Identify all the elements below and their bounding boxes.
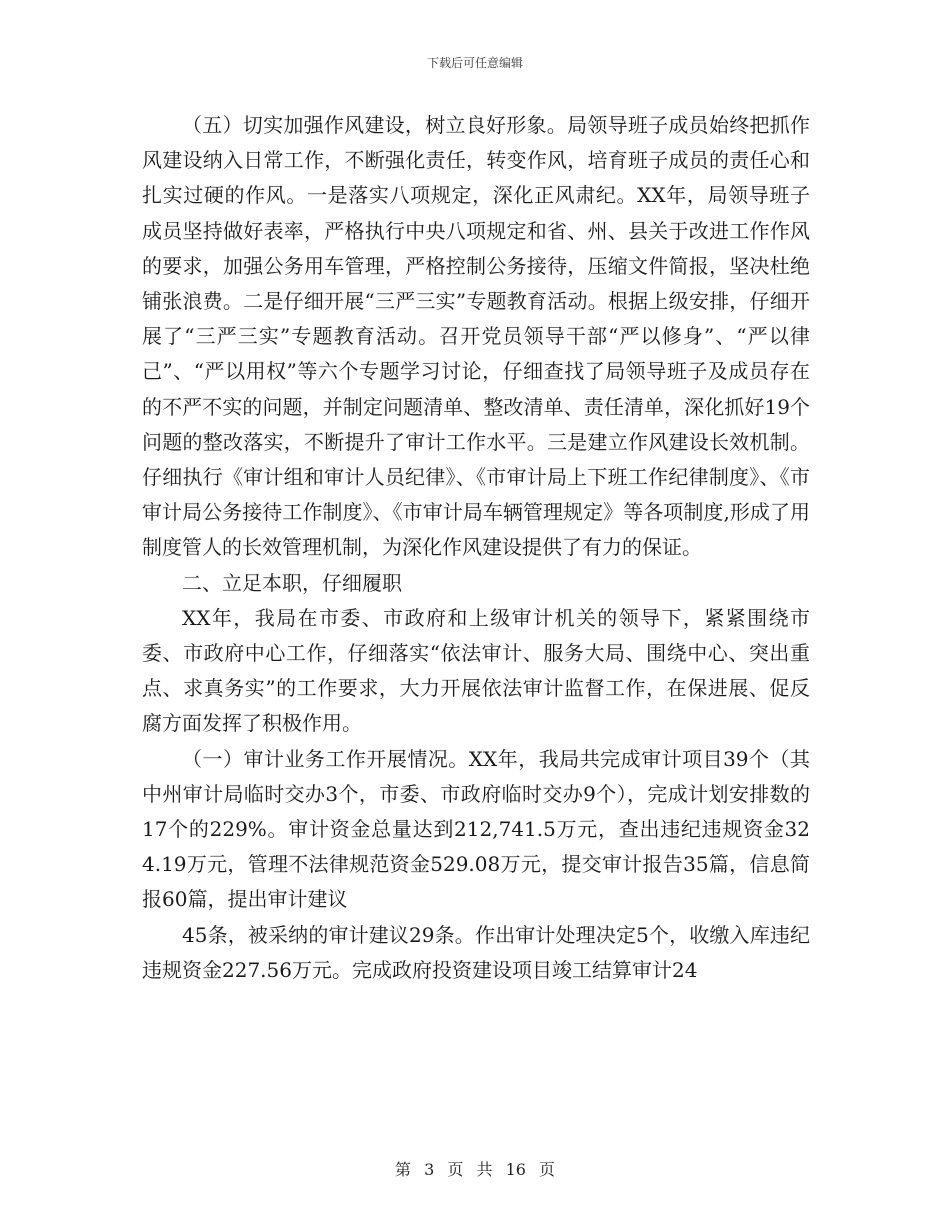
section-heading-duty: 二、立足本职，仔细履职 [182,570,402,595]
footer-total-pages: 16 [505,1160,526,1179]
footer-current-page: 3 [424,1160,435,1179]
paragraph-audit-business: （一）审计业务工作开展情况。XX年，我局共完成审计项目39个（其中州审计局临时交办3个，市委、市政府临时交办9个），完成计划安排数的17个的229%。审计资金总量达到212,741.5万元，查出违纪违规资金324.19万元，管理不法律规范资金529.08万元，提交审计报告35篇，信息简报60篇，提出审计建议 [142,746,810,912]
paragraph-style-building: （五）切实加强作风建设，树立良好形象。局领导班子成员始终把抓作风建设纳入日常工作，不断强化责任，转变作风，培育班子成员的责任心和扎实过硬的作风。一是落实八项规定，深化正风肃纪。XX年，局领导班子成员坚持做好表率，严格执行中央八项规定和省、州、县关于改进工作作风的要求，加强公务用车管理，严格控制公务接待，压缩文件简报，坚决杜绝铺张浪费。二是仔细开展“三严三实”专题教育活动。根据上级安排，仔细开展了“三严三实”专题教育活动。召开党员领导干部“严以修身”、“严以律己”、“严以用权”等六个专题学习讨论，仔细查找了局领导班子及成员存在的不严不实的问题，并制定问题清单、整改清单、责任清单，深化抓好19个问题的整改落实，不断提升了审计工作水平。三是建立作风建设长效机制。仔细执行《审计组和审计人员纪律》、《市审计局上下班工作纪律制度》、《市审计局公务接待工作制度》、《市审计局车辆管理规定》等各项制度,形成了用制度管人的长效管理机制，为深化作风建设提供了有力的保证。 [142,113,810,560]
footer-label-page: 第 [394,1160,411,1179]
footer-label-page-unit: 页 [447,1160,464,1179]
footer-label-total: 共 [476,1160,493,1179]
paragraph-audit-overview: XX年，我局在市委、市政府和上级审计机关的领导下，紧紧围绕市委、市政府中心工作，仔细落实“依法审计、服务大局、围绕中心、突出重点、求真务实”的工作要求，大力开展依法审计监督工作，在保进展、促反腐方面发挥了积极作用。 [142,605,810,736]
document-body [142,108,810,988]
footer-label-total-unit: 页 [539,1160,556,1179]
page-footer [0,1157,950,1180]
paragraph-audit-results: 45条，被采纳的审计建议29条。作出审计处理决定5个，收缴入库违纪违规资金227.56万元。完成政府投资建设项目竣工结算审计24 [142,922,810,982]
page-header-note: 下载后可任意编辑 [426,56,523,70]
